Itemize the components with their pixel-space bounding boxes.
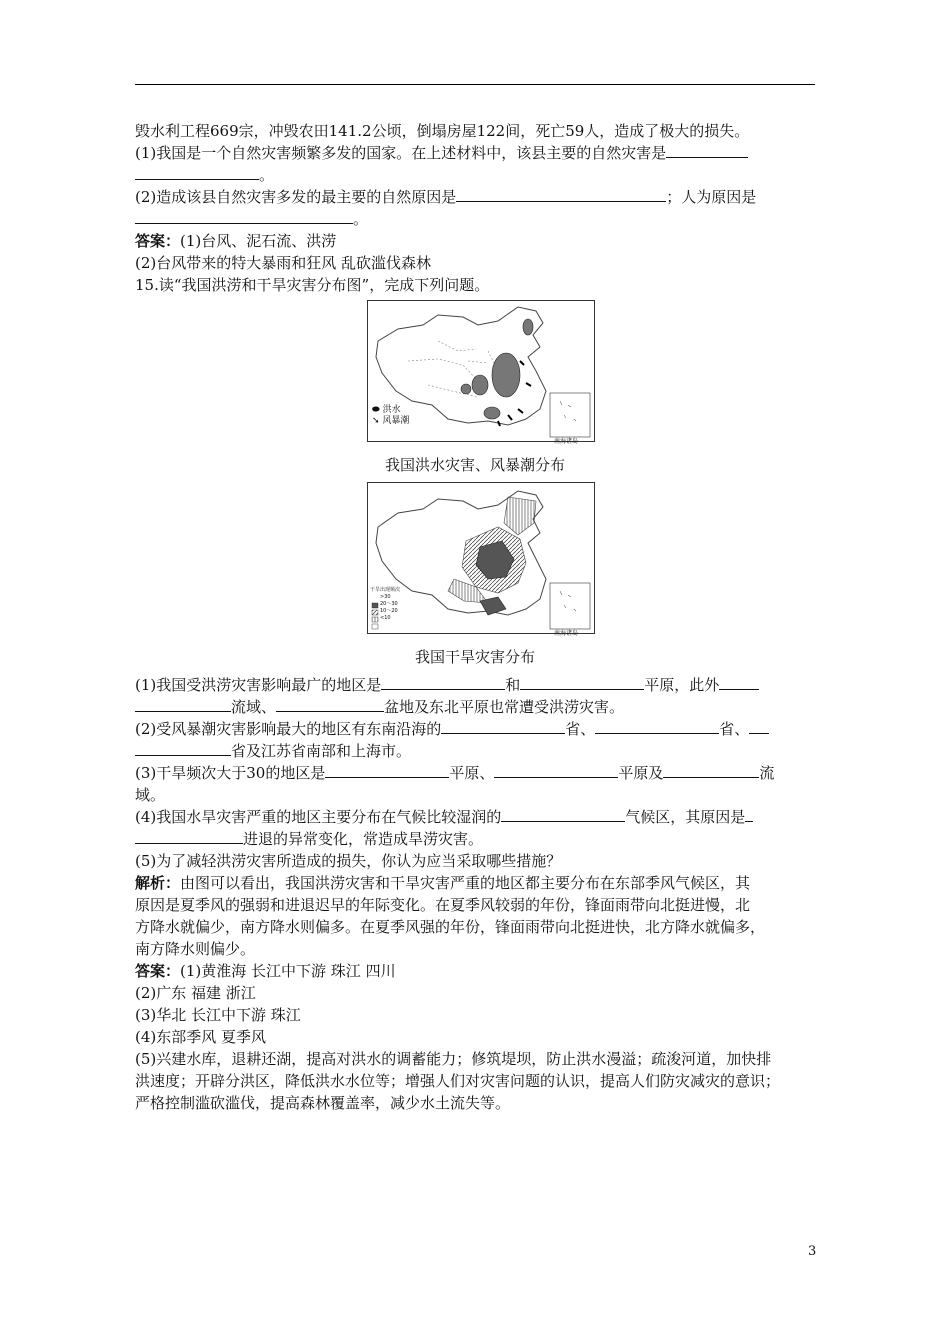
china-map-outline (368, 483, 594, 633)
header-rule (135, 84, 815, 85)
map2-legend (370, 587, 400, 622)
page-content (135, 120, 815, 1114)
question-15-1: (1)我国受洪涝灾害影响最广的地区是 和 平原，此外 (135, 674, 815, 696)
analysis: 解析：由图可以看出，我国洪涝灾害和干旱灾害严重的地区都主要分布在东部季风气候区，其 (135, 874, 751, 892)
answer-blank[interactable] (494, 763, 618, 778)
inset-label: 南海诸岛 (554, 438, 579, 445)
answer-line: (2)广东 福建 浙江 (135, 984, 256, 1002)
answer-blank[interactable] (135, 829, 243, 844)
question-14-2-cont: 。 (135, 208, 815, 230)
question-14-2: (2)造成该县自然灾害多发的最主要的自然原因是 ；人为原因是 (135, 188, 757, 206)
question-14-1-cont: 。 (135, 164, 815, 186)
question-15-1-cont: 流域、 盆地及东北平原也常遭受洪涝灾害。 (135, 696, 815, 718)
answer-line: 严格控制滥砍滥伐，提高森林覆盖率，减少水土流失等。 (135, 1094, 511, 1112)
answer-blank[interactable] (520, 675, 644, 690)
question-15-5: (5)为了减轻洪涝灾害所造成的损失，你认为应当采取哪些措施？ (135, 852, 562, 870)
answer-blank[interactable] (325, 763, 449, 778)
analysis-line: 方降水就偏少，南方降水则偏多。在夏季风强的年份，锋面雨带向北挺进快，北方降水就偏多， (135, 918, 766, 936)
answer-blank[interactable] (135, 209, 353, 224)
legend-item: 10～20 (380, 608, 398, 614)
answer-blank[interactable] (745, 807, 753, 822)
legend-item: <10 (380, 615, 391, 621)
drought-map-figure (135, 482, 815, 668)
answer-blank[interactable] (441, 719, 565, 734)
answer-line: (4)东部季风 夏季风 (135, 1028, 267, 1046)
answer-blank[interactable] (595, 719, 719, 734)
answer-blank[interactable] (135, 165, 259, 180)
question-15-4-cont: 进退的异常变化，常造成旱涝灾害。 (135, 828, 815, 850)
map2-caption: 我国干旱灾害分布 (414, 648, 535, 666)
text-line: 毁水利工程669宗，冲毁农田141.2公顷，倒塌房屋122间，死亡59人，造成了极大的损失。 (135, 122, 750, 140)
answer-blank[interactable] (456, 187, 666, 202)
analysis-line: 原因是夏季风的强弱和进退迟早的年际变化。在夏季风较弱的年份，锋面雨带向北挺进慢，北 (135, 896, 751, 914)
legend-item: 20～30 (380, 601, 398, 607)
flood-storm-map (367, 300, 595, 445)
question-14-1: (1)我国是一个自然灾害频繁多发的国家。在上述材料中，该县主要的自然灾害是 (135, 142, 815, 164)
legend-item: >30 (380, 594, 391, 600)
question-15-2: (2)受风暴潮灾害影响最大的地区有东南沿海的 省、 省、 (135, 718, 815, 740)
flood-storm-map-figure (135, 300, 815, 476)
question-15-title: 15.读“我国洪涝和干旱灾害分布图”，完成下列问题。 (135, 276, 490, 294)
answer-blank[interactable] (719, 675, 759, 690)
flood-region (472, 375, 488, 395)
page-number: 3 (808, 1244, 817, 1259)
flood-region (484, 407, 500, 419)
answer-blank[interactable] (663, 763, 759, 778)
question-15-2-cont: 省及江苏省南部和上海市。 (135, 740, 815, 762)
legend-storm: ➘ 风暴潮 (372, 416, 410, 426)
answer-blank[interactable] (135, 741, 231, 756)
answer-line: (5)兴建水库，退耕还湖，提高对洪水的调蓄能力；修筑堤坝，防止洪水漫溢；疏浚河道，加快排 (135, 1050, 772, 1068)
flood-region (461, 384, 471, 394)
question-15-3-cont: 域。 (135, 786, 166, 804)
answer-14-2: (2)台风带来的特大暴雨和狂风 乱砍滥伐森林 (135, 254, 432, 272)
flood-region (492, 353, 520, 397)
answer-blank[interactable] (501, 807, 625, 822)
answer-blank[interactable] (381, 675, 505, 690)
answer-blank[interactable] (666, 143, 748, 158)
answer-15: 答案：(1)黄淮海 长江中下游 珠江 四川 (135, 962, 396, 980)
answer-line: 洪速度；开辟分洪区，降低洪水水位等；增强人们对灾害问题的认识，提高人们防灾减灾的意识； (135, 1072, 781, 1090)
inset-label: 南海诸岛 (554, 630, 579, 637)
answer-blank[interactable] (749, 719, 769, 734)
answer-blank[interactable] (276, 697, 384, 712)
map1-caption: 我国洪水灾害、风暴潮分布 (384, 456, 565, 474)
question-15-3: (3)干旱频次大于30的地区是 平原、 平原及 流 (135, 764, 775, 782)
analysis-line: 南方降水则偏少。 (135, 940, 256, 958)
question-15-4: (4)我国水旱灾害严重的地区主要分布在气候比较湿润的 气候区，其原因是 (135, 806, 815, 828)
map1-legend (372, 405, 409, 427)
legend-flood: ⬬ 洪水 (372, 405, 401, 415)
legend-title: 干旱出现频次 (370, 587, 401, 593)
flood-region (523, 319, 533, 335)
answer-line: (3)华北 长江中下游 珠江 (135, 1006, 301, 1024)
answer-blank[interactable] (135, 697, 231, 712)
answer-14: 答案：(1)台风、泥石流、洪涝 (135, 232, 337, 250)
drought-map (367, 482, 595, 637)
